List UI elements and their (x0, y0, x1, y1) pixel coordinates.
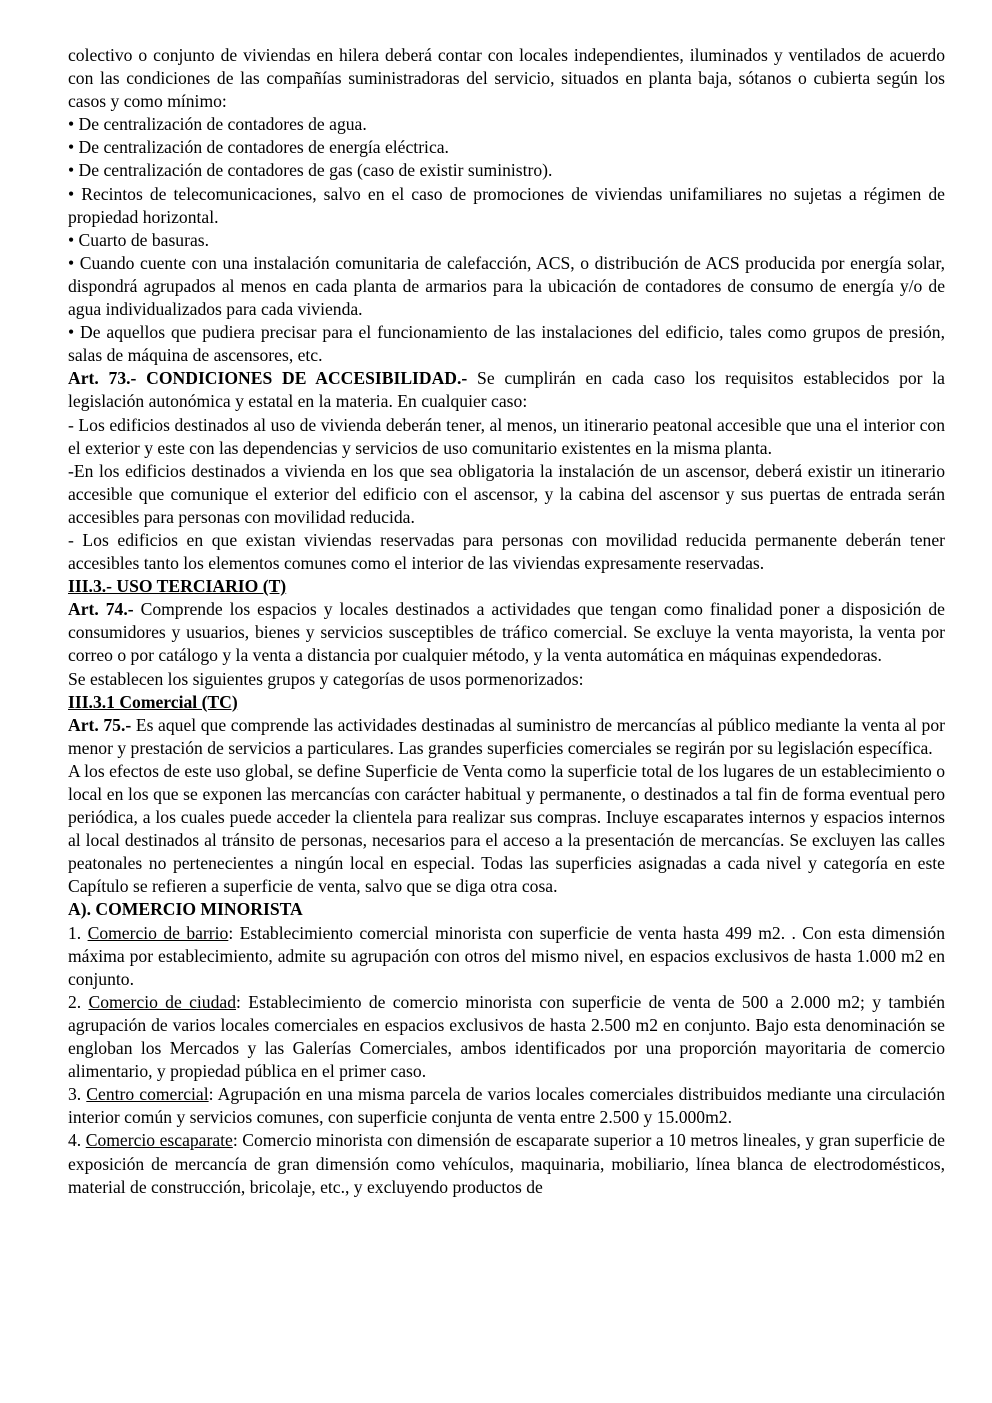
list-item-3-term: Centro comercial (86, 1084, 209, 1105)
heading-comercio-minorista (68, 898, 945, 921)
bullet-contadores-gas: • De centralización de contadores de gas (caso de existir suministro). (68, 160, 553, 181)
bullet-contadores-agua: • De centralización de contadores de agua. (68, 114, 367, 135)
heading-comercial-tc (68, 691, 945, 714)
article-75 (68, 714, 945, 760)
paragraph-grupos-categorias: Se establecen los siguientes grupos y categorías de usos pormenorizados: (68, 668, 584, 689)
list-item-4-term: Comercio escaparate (85, 1130, 233, 1151)
list-item-2-text: : Establecimiento de comercio minorista con superficie de venta de 500 a 2.000 m2; y también agrupación de varios locales comerciales en espacios exclusivos de hasta 2.500 m2 en conjunto. Bajo esta denominación se engloban los Mercados y las Galerías Comerciales, ambos identificados por una proporción mayoritaria de comercio alimentario, y propiedad pública en el primer caso. (68, 991, 945, 1082)
list-item-1-term: Comercio de barrio (87, 922, 229, 943)
article-75-label: Art. 75.- (68, 714, 132, 735)
heading-comercio-minorista-label: A). COMERCIO MINORISTA (68, 899, 303, 920)
list-item-4-text: : Comercio minorista con dimensión de escaparate superior a 10 metros lineales, y gran superficie de exposición de mercancía de gran dimensión como vehículos, maquinaria, mobiliario, línea blanca de electrodomésticos, material de construcción, bricolaje, etc., y excluyendo productos de (68, 1130, 945, 1197)
article-74 (68, 598, 945, 667)
paragraph-continuation: colectivo o conjunto de viviendas en hilera deberá contar con locales independientes, iluminados y ventilados de acuerdo con las condiciones de las compañías suministradoras del servicio, situados en planta baja, sótanos o cubierta según los casos y como mínimo: (68, 45, 945, 112)
article-74-label: Art. 74.- (68, 599, 134, 620)
bullet-instalacion-comunitaria: • Cuando cuente con una instalación comunitaria de calefacción, ACS, o distribución de ACS producida por energía solar, dispondrá agrupados al menos en cada planta de armarios para la ubicación de contadores de consumo de energía y/o de agua individualizados para cada vivienda. (68, 252, 945, 320)
list-item-4-number: 4. (68, 1130, 86, 1151)
bullet-otros-funcionamiento: • De aquellos que pudiera precisar para el funcionamiento de las instalaciones del edificio, tales como grupos de presión, salas de máquina de ascensores, etc. (68, 322, 945, 366)
article-73-text: Se cumplirán en cada caso los requisitos establecidos por la legislación autonómica y estatal en la materia. En cualquier caso: (68, 368, 945, 412)
list-item-comercio-escaparate (68, 1129, 945, 1198)
heading-comercial-tc-label: III.3.1 Comercial (TC) (68, 691, 238, 712)
list-item-1-text: : Establecimiento comercial minorista con superficie de venta hasta 499 m2. . Con esta dimensión máxima por establecimiento, admite su agrupación con otros del mismo nivel, en espacios exclusivos de hasta 1.000 m2 en conjunto. (68, 922, 945, 989)
article-73-label: Art. 73.- CONDICIONES DE ACCESIBILIDAD.- (68, 368, 468, 389)
bullet-cuarto-basuras: • Cuarto de basuras. (68, 229, 210, 250)
article-74-text: Comprende los espacios y locales destinados a actividades que tengan como finalidad poner a disposición de consumidores y usuarios, bienes y servicios susceptibles de tráfico comercial. Se excluye la venta mayorista, la venta por correo o por catálogo y la venta a distancia por cualquier método, y la venta automática en máquinas expendedoras. (68, 599, 945, 666)
article-75-text: Es aquel que comprende las actividades destinadas al suministro de mercancías al público mediante la venta al por menor y prestación de servicios a particulares. Las grandes superficies comerciales se regirán por su legislación específica. (68, 714, 945, 758)
list-item-3-text: : Agrupación en una misma parcela de varios locales comerciales distribuidos mediante una circulación interior común y servicios comunes, con superficie conjunta de venta entre 2.500 y 15.000m2. (68, 1084, 946, 1128)
list-item-centro-comercial (68, 1083, 945, 1129)
document-body (68, 44, 945, 1199)
article-73-point-2: -En los edificios destinados a vivienda en los que sea obligatoria la instalación de un ascensor, deberá existir un itinerario accesible que comunique el exterior del edificio con el ascensor, y la cabina del ascensor y sus puertas de entrada serán accesibles para personas con movilidad reducida. (68, 460, 945, 527)
list-item-comercio-ciudad (68, 991, 945, 1083)
article-73-point-3: - Los edificios en que existan viviendas reservadas para personas con movilidad reducida permanente deberán tener accesibles tanto los elementos comunes como el interior de las viviendas expresamente reservadas. (68, 529, 945, 574)
list-item-1-number: 1. (68, 922, 88, 943)
bullet-telecomunicaciones: • Recintos de telecomunicaciones, salvo en el caso de promociones de viviendas unifamiliares no sujetas a régimen de propiedad horizontal. (68, 183, 945, 227)
list-item-comercio-barrio (68, 922, 945, 991)
list-item-2-number: 2. (68, 991, 89, 1012)
article-73-point-1: - Los edificios destinados al uso de vivienda deberán tener, al menos, un itinerario peatonal accesible que una el interior con el exterior y este con las dependencias y servicios de uso comunitario existentes en la misma planta. (68, 414, 945, 458)
article-73 (68, 367, 945, 413)
bullet-contadores-electrica: • De centralización de contadores de energía eléctrica. (68, 137, 449, 158)
paragraph-superficie-venta: A los efectos de este uso global, se define Superficie de Venta como la superficie total de los lugares de un establecimiento o local en los que se exponen las mercancías con carácter habitual y permanente, o destinados a tal fin de forma eventual pero periódica, a los cuales puede acceder la clientela para realizar sus compras. Incluye escaparates internos y espacios internos al local destinados al tránsito de personas, necesarios para el acceso a la presentación de mercancías. Se excluyen las calles peatonales no pertenecientes a ningún local en especial. Todas las superficies asignadas a cada nivel y categoría en este Capítulo se refieren a superficie de venta, salvo que se diga otra cosa. (68, 760, 945, 897)
list-item-3-number: 3. (68, 1084, 87, 1105)
heading-uso-terciario-label: III.3.- USO TERCIARIO (T) (68, 576, 287, 597)
list-item-2-term: Comercio de ciudad (88, 991, 236, 1012)
heading-uso-terciario (68, 575, 945, 598)
